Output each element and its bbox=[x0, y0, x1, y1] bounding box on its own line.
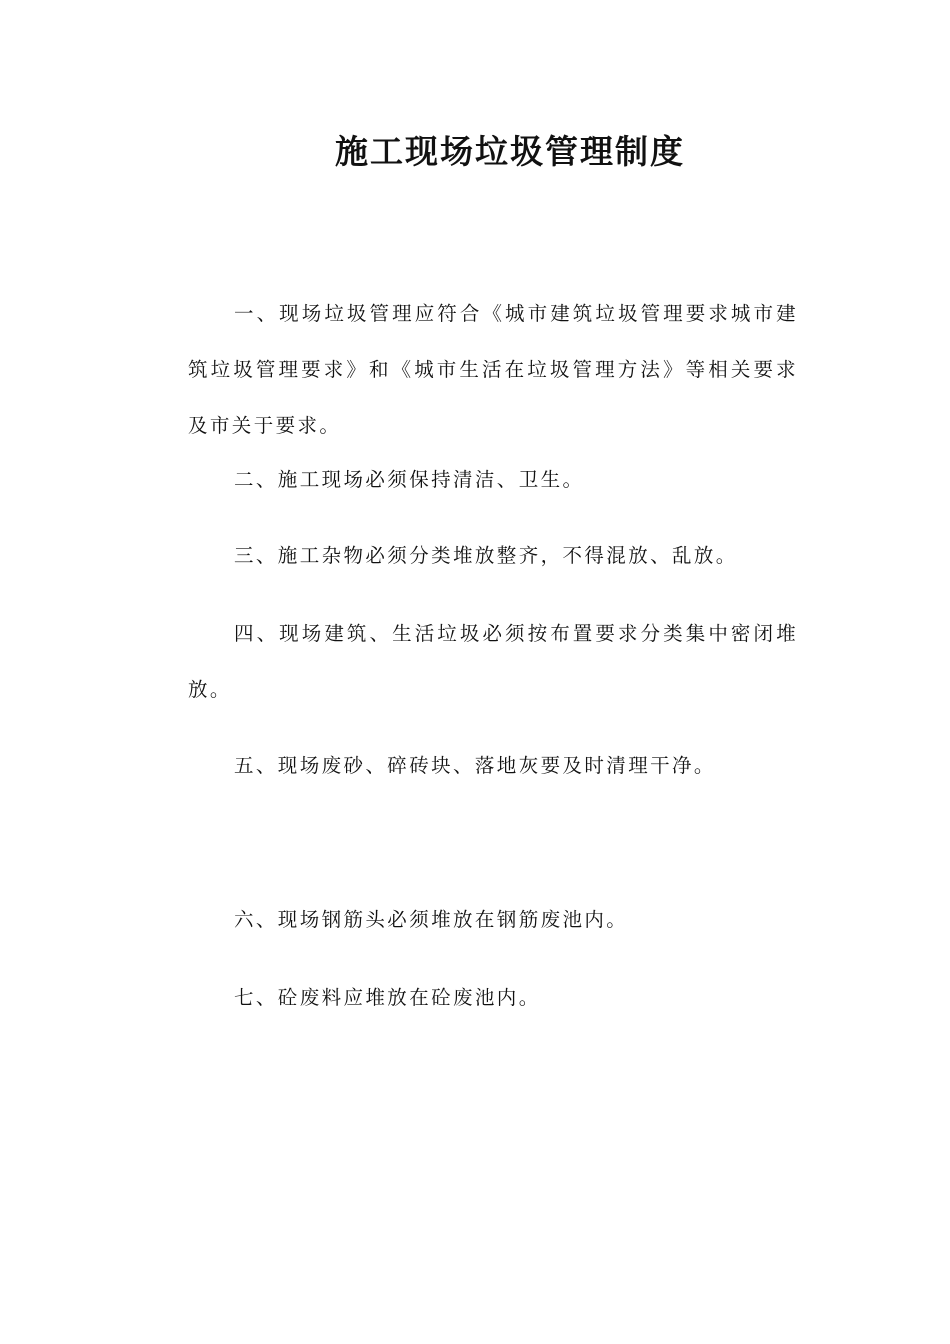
rule-paragraph-2: 二、施工现场必须保持清洁、卫生。 bbox=[234, 468, 585, 491]
rule-paragraph-3: 三、施工杂物必须分类堆放整齐，不得混放、乱放。 bbox=[234, 544, 738, 567]
rule-paragraph-6: 六、现场钢筋头必须堆放在钢筋废池内。 bbox=[234, 908, 629, 931]
rule-paragraph-5: 五、现场废砂、碎砖块、落地灰要及时清理干净。 bbox=[234, 754, 716, 777]
document-title: 施工现场垃圾管理制度 bbox=[335, 132, 685, 172]
rule-paragraph-1: 一、现场垃圾管理应符合《城市建筑垃圾管理要求城市建筑垃圾管理要求》和《城市生活在垃圾管理方法》等相关要求及市关于要求。 bbox=[188, 302, 798, 437]
rule-paragraph-7: 七、砼废料应堆放在砼废池内。 bbox=[234, 986, 541, 1009]
rule-paragraph-4: 四、现场建筑、生活垃圾必须按布置要求分类集中密闭堆放。 bbox=[188, 622, 798, 701]
